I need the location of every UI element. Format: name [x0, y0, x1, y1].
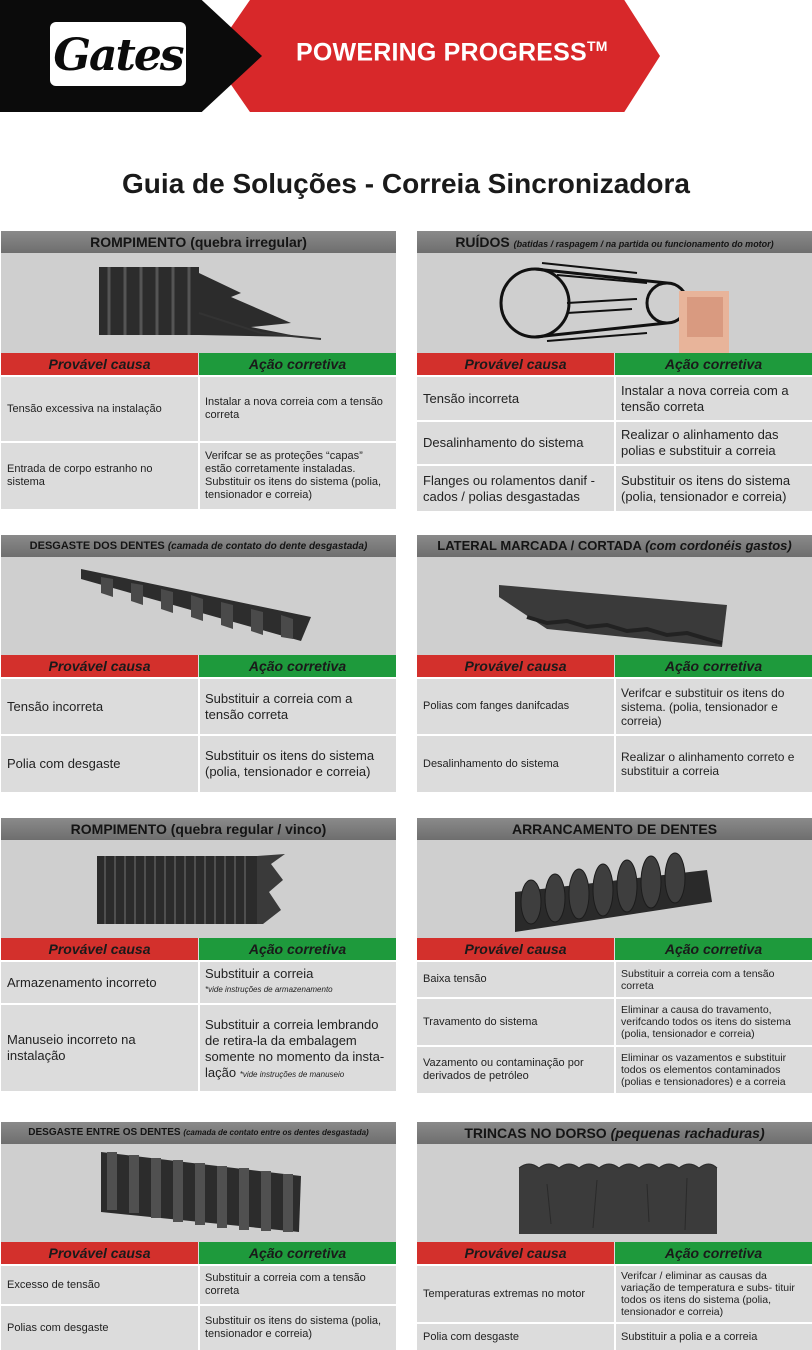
action-cell: Realizar o alinhamento das polias e substituir a correia [614, 422, 812, 464]
panel-desgaste-entre-os-dentes [1, 1122, 396, 1350]
cause-header: Provável causa [417, 353, 614, 375]
cause-cell: Temperaturas extremas no motor [423, 1287, 586, 1300]
panel-ruidos [417, 231, 812, 511]
action-note: *vide instruções de armazenamento [205, 985, 333, 994]
panel-subtitle: (camada de contato do dente desgastada) [167, 541, 368, 552]
panel-subtitle: (com cordonéis gastos) [645, 538, 792, 553]
cause-cell: Excesso de tensão [7, 1278, 100, 1291]
table-row [1, 1003, 396, 1091]
panel-title-text: LATERAL MARCADA / CORTADA [437, 538, 642, 553]
panel-title [1, 231, 396, 253]
cause-cell: Armazenamento incorreto [7, 974, 157, 990]
table-row [417, 420, 812, 464]
action-cell: Substituir os itens do sistema (polia, tensionador e correia) [198, 736, 396, 792]
table-row [417, 1045, 812, 1093]
action-cell: Substituir a correia com a tensão correta [198, 679, 396, 734]
header-bar [1, 1242, 396, 1264]
belt-worn-between-teeth-illustration [1, 1144, 396, 1242]
action-header: Ação corretiva [615, 353, 812, 375]
action-header: Ação corretiva [199, 1242, 396, 1264]
cause-cell: Tensão incorreta [7, 698, 104, 714]
cause-cell: Desalinhamento do sistema [423, 435, 584, 450]
action-note: *vide instruções de manuseio [239, 1070, 345, 1079]
cause-cell: Tensão incorreta [423, 390, 520, 406]
panel-subtitle: (camada de contato entre os dentes desgastada) [183, 1128, 369, 1137]
panel-title-text: ROMPIMENTO (quebra regular / vinco) [70, 821, 327, 837]
header-bar [1, 353, 396, 375]
header-bar [1, 938, 396, 960]
table-row [1, 441, 396, 509]
belt-image [1, 557, 396, 655]
panel-title [1, 1122, 396, 1144]
cause-cell: Flanges ou rolamentos danif - cados / polias desgastadas [423, 472, 595, 504]
table-row [1, 677, 396, 734]
action-cell: Eliminar a causa do travamento, verifcando todos os itens do sistema (polia, tensionador e correia) [614, 999, 812, 1045]
action-cell: Realizar o alinhamento correto e substituir a correia [614, 736, 812, 792]
action-text: Substituir a correia [205, 966, 314, 981]
belt-worn-teeth-illustration [1, 557, 396, 655]
table-row [1, 734, 396, 792]
table-row [417, 375, 812, 420]
cause-header: Provável causa [1, 655, 198, 677]
panel-title-text: ARRANCAMENTO DE DENTES [511, 821, 718, 837]
panel-title-text: ROMPIMENTO (quebra irregular) [90, 234, 307, 250]
action-header: Ação corretiva [199, 938, 396, 960]
cause-header: Provável causa [417, 655, 614, 677]
belt-back-cracks-illustration [417, 1144, 812, 1242]
cause-header: Provável causa [417, 938, 614, 960]
table-row [1, 375, 396, 441]
tagline [296, 38, 608, 67]
panel-rompimento-regular [1, 818, 396, 1091]
tagline-text: POWERING PROGRESS [296, 38, 587, 67]
belt-image [417, 557, 812, 655]
action-cell [198, 1005, 396, 1091]
belt-image [1, 1144, 396, 1242]
table-row [417, 464, 812, 511]
action-cell: Eliminar os vazamentos e substituir todos os elementos contaminados (polias e tensionadores) e a correia [614, 1047, 812, 1093]
action-header: Ação corretiva [615, 655, 812, 677]
panel-title-text: TRINCAS NO DORSO [464, 1125, 607, 1141]
action-cell: Instalar a nova correia com a tensão correta [614, 377, 812, 420]
header-bar [417, 353, 812, 375]
table-row [417, 997, 812, 1045]
action-cell: Substituir os itens do sistema (polia, tensionador e correia) [614, 466, 812, 511]
panel-title [417, 1122, 812, 1144]
action-header: Ação corretiva [615, 938, 812, 960]
action-cell [198, 962, 396, 1003]
belt-torn-teeth-illustration [417, 840, 812, 938]
cause-header: Provável causa [1, 353, 198, 375]
belt-image [417, 840, 812, 938]
cause-cell: Polias com desgaste [7, 1321, 109, 1334]
panel-desgaste-dos-dentes [1, 535, 396, 792]
panel-rompimento-irregular [1, 231, 396, 509]
panel-title [1, 535, 396, 557]
trademark-mark: TM [586, 38, 608, 54]
action-header: Ação corretiva [199, 655, 396, 677]
action-cell: Instalar a nova correia com a tensão correta [198, 377, 396, 441]
table-row [1, 1264, 396, 1304]
action-header: Ação corretiva [199, 353, 396, 375]
cause-cell: Desalinhamento do sistema [423, 757, 559, 770]
panel-title [417, 818, 812, 840]
belt-image [1, 840, 396, 938]
panel-trincas-no-dorso [417, 1122, 812, 1350]
panel-title [417, 231, 812, 253]
table-row [1, 1304, 396, 1350]
belt-image [1, 253, 396, 353]
action-cell: Substituir a correia com a tensão correta [198, 1266, 396, 1304]
panel-lateral-marcada [417, 535, 812, 792]
action-cell: Substituir a correia com a tensão correta [614, 962, 812, 997]
panel-title-text: DESGASTE ENTRE OS DENTES [28, 1127, 181, 1138]
table-row [417, 677, 812, 734]
gates-logo: Gates [53, 30, 183, 81]
panel-title [1, 818, 396, 840]
belt-image [417, 253, 812, 353]
cause-cell: Travamento do sistema [423, 1015, 538, 1028]
cause-cell: Baixa tensão [423, 973, 487, 985]
belt-side-cut-illustration [417, 557, 812, 655]
belt-image [417, 1144, 812, 1242]
page-title: Guia de Soluções - Correia Sincronizadora [122, 168, 690, 199]
panel-title-text: RUÍDOS [455, 234, 510, 250]
cause-cell: Polias com fanges danifcadas [423, 700, 570, 712]
brand-header [0, 0, 812, 112]
panel-title [417, 535, 812, 557]
cause-cell: Tensão excessiva na instalação [7, 402, 162, 415]
cause-header: Provável causa [417, 1242, 614, 1264]
action-cell: Verifcar / eliminar as causas da variação de temperatura e subs- tituir todos os itens do sistema (polia, tensionador e correia) [614, 1266, 812, 1322]
cause-cell: Entrada de corpo estranho no sistema [7, 463, 153, 488]
belt-broken-regular-illustration [1, 840, 396, 938]
action-cell: Substituir os itens do sistema (polia, tensionador e correia) [198, 1306, 396, 1350]
action-cell: Substituir a polia e a correia [614, 1324, 812, 1350]
table-row [417, 734, 812, 792]
belt-broken-irregular-illustration [1, 253, 396, 353]
panel-subtitle: (pequenas rachaduras) [610, 1125, 765, 1141]
action-cell: Verifcar e substituir os itens do sistema. (polia, tensionador e correia) [614, 679, 812, 734]
cause-cell: Polia com desgaste [7, 756, 121, 771]
header-bar [417, 655, 812, 677]
action-cell: Verifcar se as proteções “capas” estão corretamente instaladas. Substituir os itens do sistema (polia, tensionador e correia) [198, 443, 396, 509]
panel-arrancamento-de-dentes [417, 818, 812, 1093]
table-row [417, 960, 812, 997]
panel-title-text: DESGASTE DOS DENTES [29, 540, 165, 552]
table-row [417, 1264, 812, 1322]
action-header: Ação corretiva [615, 1242, 812, 1264]
cause-cell: Polia com desgaste [423, 1330, 519, 1343]
cause-header: Provável causa [1, 938, 198, 960]
cause-cell: Manuseio incorreto na instalação [7, 1032, 136, 1063]
header-bar [417, 938, 812, 960]
header-bar [1, 655, 396, 677]
header-bar [417, 1242, 812, 1264]
table-row [417, 1322, 812, 1350]
cause-header: Provável causa [1, 1242, 198, 1264]
panel-subtitle: (batidas / raspagem / na partida ou funcionamento do motor) [513, 239, 774, 249]
cause-cell: Vazamento ou contaminação por derivados de petróleo [423, 1057, 584, 1082]
table-row [1, 960, 396, 1003]
noise-pulley-illustration [417, 253, 812, 353]
action-text: Substituir a correia lembrando de retira-la da embalagem somente no momento da insta- lação [205, 1017, 385, 1080]
